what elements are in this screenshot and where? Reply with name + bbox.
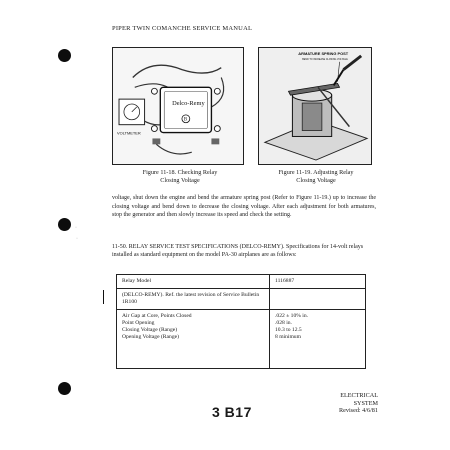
spec-values — [270, 310, 365, 368]
callout-armature-spring-post: ARMATURE SPRING POST — [298, 50, 349, 56]
binder-hole-bottom — [58, 382, 71, 395]
figure-adjusting-relay — [258, 47, 372, 165]
revision-bar — [103, 290, 104, 304]
spec-value-closing-voltage: 10.3 to 12.5 — [275, 327, 302, 333]
relay-adjustment-illustration — [259, 48, 371, 164]
relay-model-label: Relay Model — [117, 275, 270, 288]
table-row — [117, 310, 365, 368]
body-paragraph: voltage, shut down the engine and bend the armature spring post (Refer to Figure 11-19.) up to increase the closing voltage and bend down to decrease the closing voltage. After each adjustment for both armatures, stop the generator and then slowly increase its speed and check the setting. — [112, 195, 376, 218]
relay-spec-table — [116, 274, 366, 369]
spec-labels — [117, 310, 270, 368]
relay-brand-label: Delco-Remy — [172, 100, 205, 108]
table-row — [117, 289, 365, 310]
margin-smudge: · — [75, 225, 77, 231]
spec-value-point-opening: .028 in. — [275, 320, 292, 326]
relay-wiring-illustration — [113, 48, 243, 164]
binder-hole-top — [58, 49, 71, 62]
page-footer — [318, 392, 378, 415]
voltmeter-label: VOLTMETER — [117, 130, 141, 136]
spec-value-opening-voltage: 8 minimum — [275, 334, 301, 340]
relay-model-value: 1116887 — [275, 278, 295, 284]
page-header: PIPER TWIN COMANCHE SERVICE MANUAL — [112, 25, 253, 32]
spec-label-point-opening: Point Opening — [122, 320, 155, 326]
spec-label-opening-voltage: Opening Voltage (Range) — [122, 334, 179, 340]
section-heading: 11-50. RELAY SERVICE TEST SPECIFICATIONS (DELCO-REMY). — [112, 244, 285, 250]
service-bulletin-ref: (DELCO-REMY). Ref. the latest revision of Service Bulletin 1R100 — [117, 289, 270, 309]
figure-11-18-caption: Figure 11-18. Checking Relay Closing Voltage — [142, 169, 218, 184]
binder-hole-middle — [58, 218, 71, 231]
spec-label-closing-voltage: Closing Voltage (Range) — [122, 327, 178, 333]
margin-smudge: · — [76, 236, 78, 242]
figure-11-19-caption: Figure 11-19. Adjusting Relay Closing Voltage — [278, 169, 354, 184]
relay-letter-label: B — [183, 117, 188, 123]
section-text: Specifications for 14-volt relays installed as standard equipment on the model PA-30 airplanes are as follows: — [112, 244, 364, 259]
callout-subtext: BEND TO INCREASE CLOSING VOLTAGE — [302, 58, 348, 61]
figure-checking-relay — [112, 47, 244, 165]
footer-section: ELECTRICAL SYSTEM — [340, 392, 378, 407]
spec-value-air-gap: .022 ± 10% in. — [275, 313, 309, 319]
section-11-50 — [112, 243, 380, 260]
table-row — [117, 275, 365, 289]
footer-revised: Revised: 4/6/81 — [338, 407, 378, 414]
spec-label-air-gap: Air Gap at Core, Points Closed — [122, 313, 192, 319]
page-identifier: 3 B17 — [212, 404, 252, 420]
